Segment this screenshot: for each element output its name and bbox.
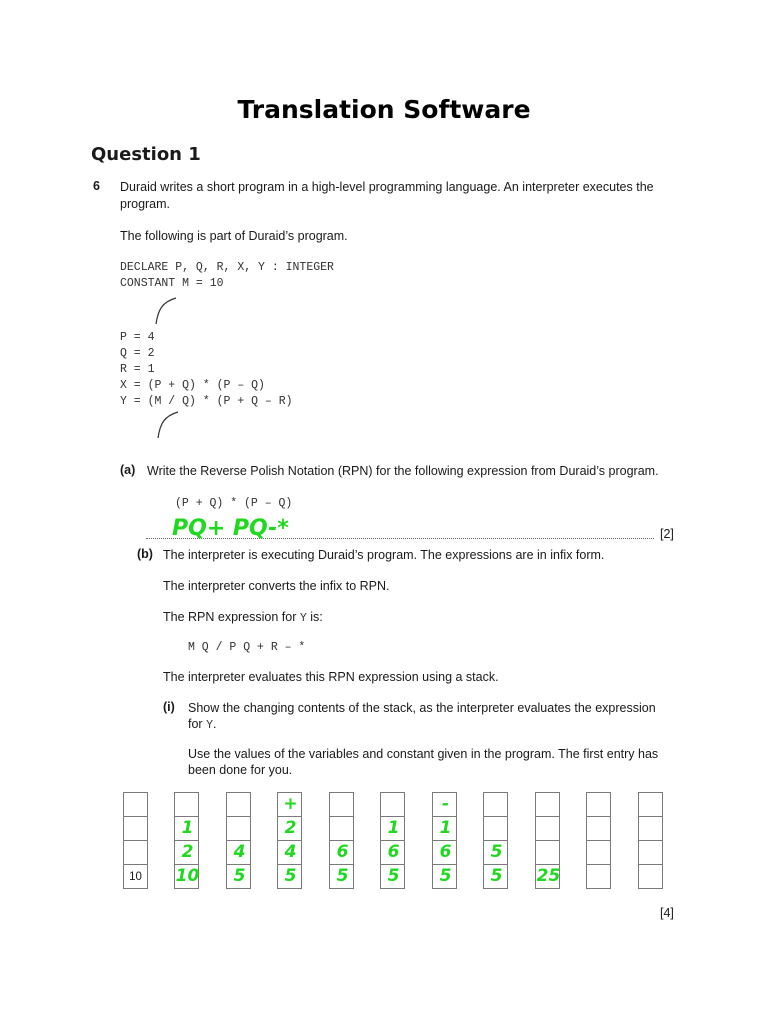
code-line: R = 1 bbox=[120, 363, 155, 376]
code-block-declarations bbox=[120, 260, 334, 292]
stack-cell bbox=[277, 840, 302, 865]
stack-cell bbox=[174, 792, 199, 817]
handwritten-stack-value: 4 bbox=[284, 842, 297, 862]
stack-column bbox=[226, 792, 251, 889]
handwritten-stack-value: 2 bbox=[284, 818, 297, 838]
handwritten-stack-value: 6 bbox=[336, 842, 349, 862]
part-a-marks: [2] bbox=[660, 527, 674, 541]
handwritten-stack-value: 5 bbox=[439, 866, 452, 886]
stack-cell bbox=[174, 864, 199, 889]
handwritten-stack-value: 5 bbox=[490, 842, 503, 862]
code-omission-mark-2 bbox=[152, 410, 182, 442]
stack-cell bbox=[432, 792, 457, 817]
handwritten-stack-value: 5 bbox=[233, 866, 246, 886]
stack-cell bbox=[638, 840, 663, 865]
stack-cell bbox=[380, 816, 405, 841]
code-line: X = (P + Q) * (P – Q) bbox=[120, 379, 265, 392]
code-line: CONSTANT M = 10 bbox=[120, 277, 224, 290]
code-line: Q = 2 bbox=[120, 347, 155, 360]
handwritten-stack-value: 1 bbox=[181, 818, 194, 838]
stack-cell bbox=[586, 792, 611, 817]
stack-cell bbox=[483, 792, 508, 817]
sub-i-line4: been done for you. bbox=[188, 763, 293, 777]
stack-cell bbox=[483, 840, 508, 865]
stack-cell bbox=[535, 840, 560, 865]
handwritten-stack-value: 6 bbox=[439, 842, 452, 862]
handwritten-stack-value: + bbox=[283, 794, 298, 814]
stack-column bbox=[432, 792, 457, 889]
question-heading: Question 1 bbox=[91, 144, 201, 165]
part-b-line4: The interpreter evaluates this RPN expression using a stack. bbox=[163, 670, 499, 684]
handwritten-stack-value: 1 bbox=[387, 818, 400, 838]
handwritten-stack-value: 5 bbox=[336, 866, 349, 886]
stack-cell bbox=[586, 816, 611, 841]
stack-column-given bbox=[123, 792, 148, 889]
handwritten-stack-value: 5 bbox=[490, 866, 503, 886]
stack-cell bbox=[329, 840, 354, 865]
stack-cell bbox=[329, 864, 354, 889]
handwritten-stack-value: 6 bbox=[387, 842, 400, 862]
stack-column bbox=[380, 792, 405, 889]
stack-cell bbox=[226, 840, 251, 865]
variable-y: Y bbox=[299, 612, 307, 625]
sub-i-line3: Use the values of the variables and constant given in the program. The first entry has bbox=[188, 747, 659, 761]
handwritten-stack-value: 1 bbox=[439, 818, 452, 838]
stack-column bbox=[277, 792, 302, 889]
stack-cell bbox=[226, 792, 251, 817]
stack-cell bbox=[380, 840, 405, 865]
sub-i-label: (i) bbox=[163, 700, 175, 714]
stack-column bbox=[638, 792, 663, 889]
handwritten-stack-value: 2 bbox=[181, 842, 194, 862]
stack-column bbox=[535, 792, 560, 889]
part-a-label: (a) bbox=[120, 463, 136, 477]
stack-cell bbox=[277, 864, 302, 889]
stack-cell bbox=[483, 816, 508, 841]
stack-cell bbox=[226, 816, 251, 841]
sub-i-line2 bbox=[188, 716, 216, 734]
question-intro-line1: Duraid writes a short program in a high-level programming language. An interpreter executes the bbox=[120, 180, 654, 194]
stack-cell bbox=[586, 864, 611, 889]
code-line: P = 4 bbox=[120, 331, 155, 344]
stack-cell bbox=[277, 816, 302, 841]
stack-cell bbox=[432, 816, 457, 841]
part-b-line3-prefix: The RPN expression for bbox=[163, 610, 297, 624]
handwritten-stack-value: 10 bbox=[175, 866, 200, 886]
part-a-expression: (P + Q) * (P – Q) bbox=[175, 497, 293, 510]
part-b-line2: The interpreter converts the infix to RPN. bbox=[163, 579, 390, 593]
stack-cell bbox=[380, 864, 405, 889]
part-a-prompt: Write the Reverse Polish Notation (RPN) for the following expression from Duraid’s program. bbox=[147, 464, 659, 478]
handwritten-answer-a: PQ+ PQ-* bbox=[172, 516, 289, 541]
stack-cell bbox=[535, 792, 560, 817]
handwritten-stack-value: 5 bbox=[284, 866, 297, 886]
handwritten-stack-value: 25 bbox=[536, 866, 561, 886]
code-line: Y = (M / Q) * (P + Q – R) bbox=[120, 395, 293, 408]
stack-cell bbox=[483, 864, 508, 889]
rpn-expression: M Q / P Q + R – * bbox=[188, 641, 306, 654]
program-intro: The following is part of Duraid’s program. bbox=[120, 229, 348, 243]
stack-cell bbox=[329, 792, 354, 817]
part-b-label: (b) bbox=[137, 547, 153, 561]
handwritten-stack-value: 5 bbox=[387, 866, 400, 886]
stack-cell bbox=[432, 864, 457, 889]
variable-y: Y bbox=[206, 719, 213, 732]
handwritten-stack-value: - bbox=[441, 794, 450, 814]
stack-cell bbox=[432, 840, 457, 865]
question-intro-line2: program. bbox=[120, 197, 171, 211]
sub-i-line1: Show the changing contents of the stack, as the interpreter evaluates the expression bbox=[188, 701, 656, 715]
code-omission-mark-1 bbox=[150, 296, 180, 328]
stack-column bbox=[174, 792, 199, 889]
part-b-line3-suffix: is: bbox=[310, 610, 323, 624]
part-b-line1: The interpreter is executing Duraid’s program. The expressions are in infix form. bbox=[163, 548, 605, 562]
stack-cell bbox=[638, 792, 663, 817]
stack-cell bbox=[586, 840, 611, 865]
stack-cell bbox=[535, 864, 560, 889]
stack-cell bbox=[123, 816, 148, 841]
sub-i-line2-prefix: for bbox=[188, 717, 203, 731]
question-number: 6 bbox=[93, 179, 100, 193]
stack-column bbox=[586, 792, 611, 889]
stack-cell bbox=[174, 816, 199, 841]
stack-cell bbox=[123, 792, 148, 817]
stack-cell bbox=[638, 816, 663, 841]
stack-cell bbox=[123, 840, 148, 865]
stack-cell bbox=[638, 864, 663, 889]
part-b-marks: [4] bbox=[660, 906, 674, 920]
stack-cell bbox=[277, 792, 302, 817]
part-b-line3 bbox=[163, 609, 323, 627]
sub-i-line2-suffix: . bbox=[212, 717, 217, 731]
stack-cell bbox=[329, 816, 354, 841]
stack-cell-given: 10 bbox=[123, 864, 148, 889]
stack-column bbox=[329, 792, 354, 889]
stack-column bbox=[483, 792, 508, 889]
stack-cell bbox=[226, 864, 251, 889]
page-title: Translation Software bbox=[237, 95, 531, 124]
stack-cell bbox=[380, 792, 405, 817]
stack-cell bbox=[535, 816, 560, 841]
code-line: DECLARE P, Q, R, X, Y : INTEGER bbox=[120, 261, 334, 274]
stack-cell bbox=[174, 840, 199, 865]
code-block-assignments bbox=[120, 330, 293, 410]
handwritten-stack-value: 4 bbox=[233, 842, 246, 862]
